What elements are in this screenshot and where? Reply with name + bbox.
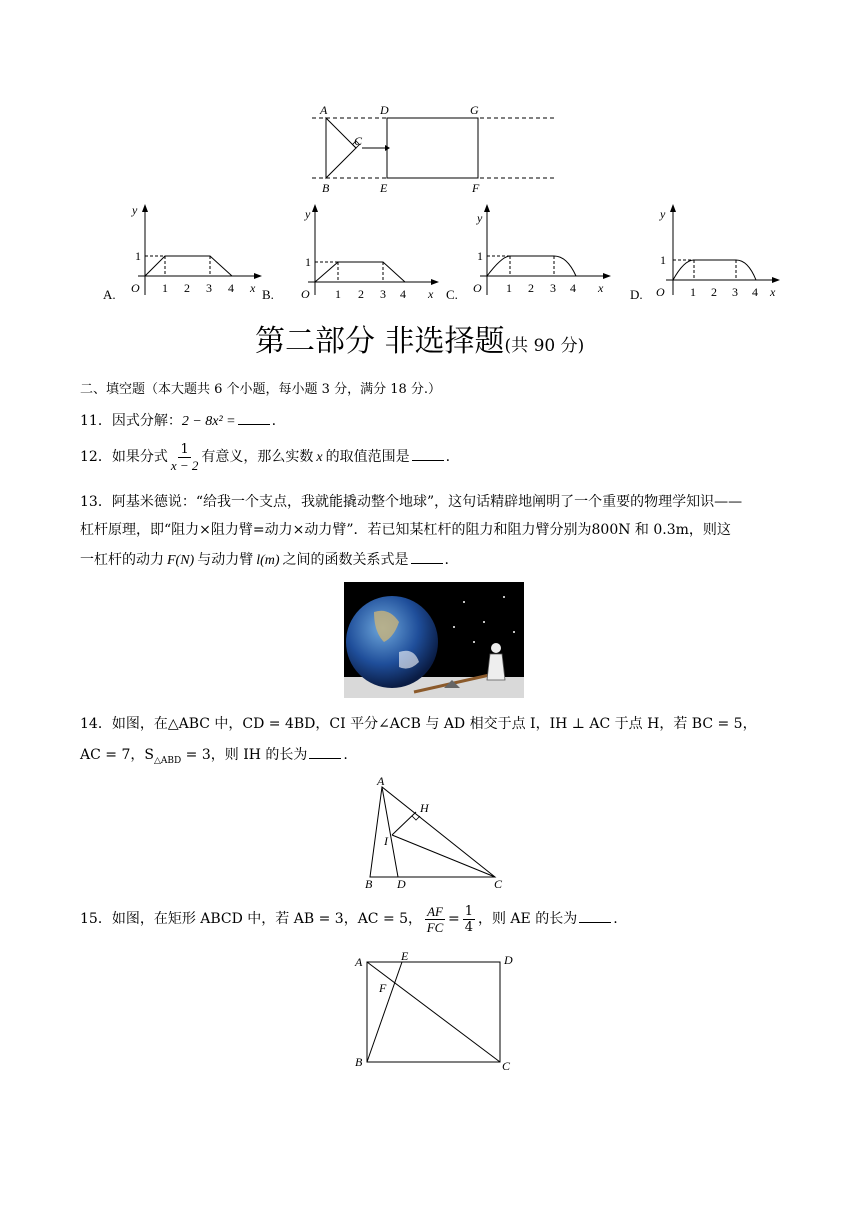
svg-text:4: 4	[752, 285, 758, 299]
svg-text:1: 1	[506, 281, 512, 295]
svg-text:D: D	[504, 953, 513, 967]
svg-text:E: E	[401, 950, 409, 963]
svg-text:O: O	[656, 285, 665, 299]
question-12: 12．如果分式 $\frac{1}{x - 2}$ 有意义，那么实数 x 的取值范围是 .	[80, 441, 451, 473]
answer-blank-13[interactable]	[411, 549, 443, 564]
triangle-abc-figure	[360, 775, 510, 893]
svg-text:4: 4	[228, 281, 234, 295]
option-d-graph	[648, 200, 783, 300]
question-13-line-1: 13．阿基米德说：“给我一个支点，我就能撬动整个地球”，这句话精辟地阐明了一个重要的物理学知识——	[80, 494, 743, 510]
svg-text:C: C	[494, 877, 503, 891]
svg-text:B: B	[365, 877, 373, 891]
question-11: 11．因式分解：2 − 8x² = .	[80, 410, 276, 432]
option-b-graph	[290, 200, 440, 300]
svg-text:1: 1	[162, 281, 168, 295]
fraction-12: $\frac{1}{x - 2}$	[170, 441, 199, 473]
svg-text:x: x	[770, 285, 776, 299]
answer-blank-14[interactable]	[309, 744, 341, 759]
svg-text:O: O	[301, 287, 310, 300]
question-14-line-2: AC = 7，$S_{\triangle ABD} = 3$，则 IH 的长为 .	[80, 744, 348, 771]
svg-text:4: 4	[570, 281, 576, 295]
svg-text:1: 1	[135, 249, 141, 263]
svg-text:2: 2	[711, 285, 717, 299]
question-13-line-3: 一杠杆的动力 F(N) 与动力臂 l(m) 之间的函数关系式是 .	[80, 549, 449, 571]
svg-text:4: 4	[400, 287, 406, 300]
label-B: B	[322, 181, 330, 195]
svg-text:3: 3	[206, 281, 212, 295]
svg-text:1: 1	[477, 249, 483, 263]
section-heading: 二、填空题（本大题共 6 个小题，每小题 3 分，满分 18 分.）	[80, 382, 442, 397]
question-14-line-1: 14．如图，在△ABC 中，CD = 4BD，CI 平分∠ACB 与 AD 相交于点 I，IH ⊥ AC 于点 H，若 BC = 5，	[80, 716, 757, 732]
fraction-af-fc: $\frac{AF}{FC}$	[426, 903, 444, 935]
svg-text:3: 3	[380, 287, 386, 300]
rectangle-abcd-figure	[350, 950, 520, 1075]
svg-text:1: 1	[335, 287, 341, 300]
archimedes-lever-image	[344, 582, 524, 698]
svg-text:1: 1	[690, 285, 696, 299]
svg-text:y: y	[305, 207, 311, 221]
option-c-letter: C.	[446, 287, 458, 302]
question-13-line-2: 杠杆原理，即“阻力×阻力臂=动力×动力臂”．若已知某杠杆的阻力和阻力臂分别为800N 和 0.3m，则这	[80, 522, 731, 538]
option-a-graph	[120, 200, 265, 300]
answer-blank-12[interactable]	[412, 446, 444, 461]
label-A: A	[320, 103, 328, 117]
svg-text:H: H	[420, 801, 429, 815]
svg-text:2: 2	[358, 287, 364, 300]
svg-text:3: 3	[550, 281, 556, 295]
svg-text:2: 2	[528, 281, 534, 295]
option-a-letter: A.	[103, 287, 116, 302]
svg-text:O: O	[131, 281, 140, 295]
svg-text:O: O	[473, 281, 482, 295]
svg-text:I: I	[384, 834, 388, 848]
svg-text:3: 3	[732, 285, 738, 299]
svg-text:B: B	[355, 1055, 363, 1069]
svg-text:2: 2	[184, 281, 190, 295]
label-E: E	[380, 181, 388, 195]
option-b-letter: B.	[262, 287, 274, 302]
svg-text:y: y	[660, 207, 666, 221]
fraction-one-quarter: $\frac{1}{4}$	[464, 903, 473, 935]
svg-text:A: A	[355, 955, 363, 969]
option-d-letter: D.	[630, 287, 643, 302]
question-15: 15．如图，在矩形 ABCD 中，若 AB = 3，AC = 5， $\frac{AF}{FC}$ = $\frac{1}{4}$ ，则 AE 的长为 .	[80, 903, 618, 935]
svg-text:1: 1	[660, 253, 666, 267]
svg-text:x: x	[428, 287, 434, 300]
svg-text:F: F	[379, 981, 387, 995]
answer-blank-15[interactable]	[579, 908, 611, 923]
svg-text:1: 1	[305, 255, 311, 269]
svg-text:y: y	[477, 211, 483, 225]
part-title-main: 第二部分 非选择题	[255, 324, 505, 359]
label-C: C	[354, 134, 363, 148]
option-c-graph	[462, 200, 612, 300]
svg-text:D: D	[397, 877, 406, 891]
label-D: D	[380, 103, 389, 117]
label-G: G	[470, 103, 479, 117]
part-title-sub: (共 90 分)	[504, 336, 585, 356]
svg-text:x: x	[250, 281, 256, 295]
label-F: F	[472, 181, 480, 195]
svg-text:x: x	[598, 281, 604, 295]
svg-text:A: A	[377, 775, 385, 788]
svg-text:C: C	[502, 1059, 511, 1073]
answer-blank-11[interactable]	[238, 410, 270, 425]
svg-text:y: y	[132, 203, 138, 217]
part-title	[255, 316, 584, 360]
triangle-rectangle-figure	[310, 100, 560, 195]
